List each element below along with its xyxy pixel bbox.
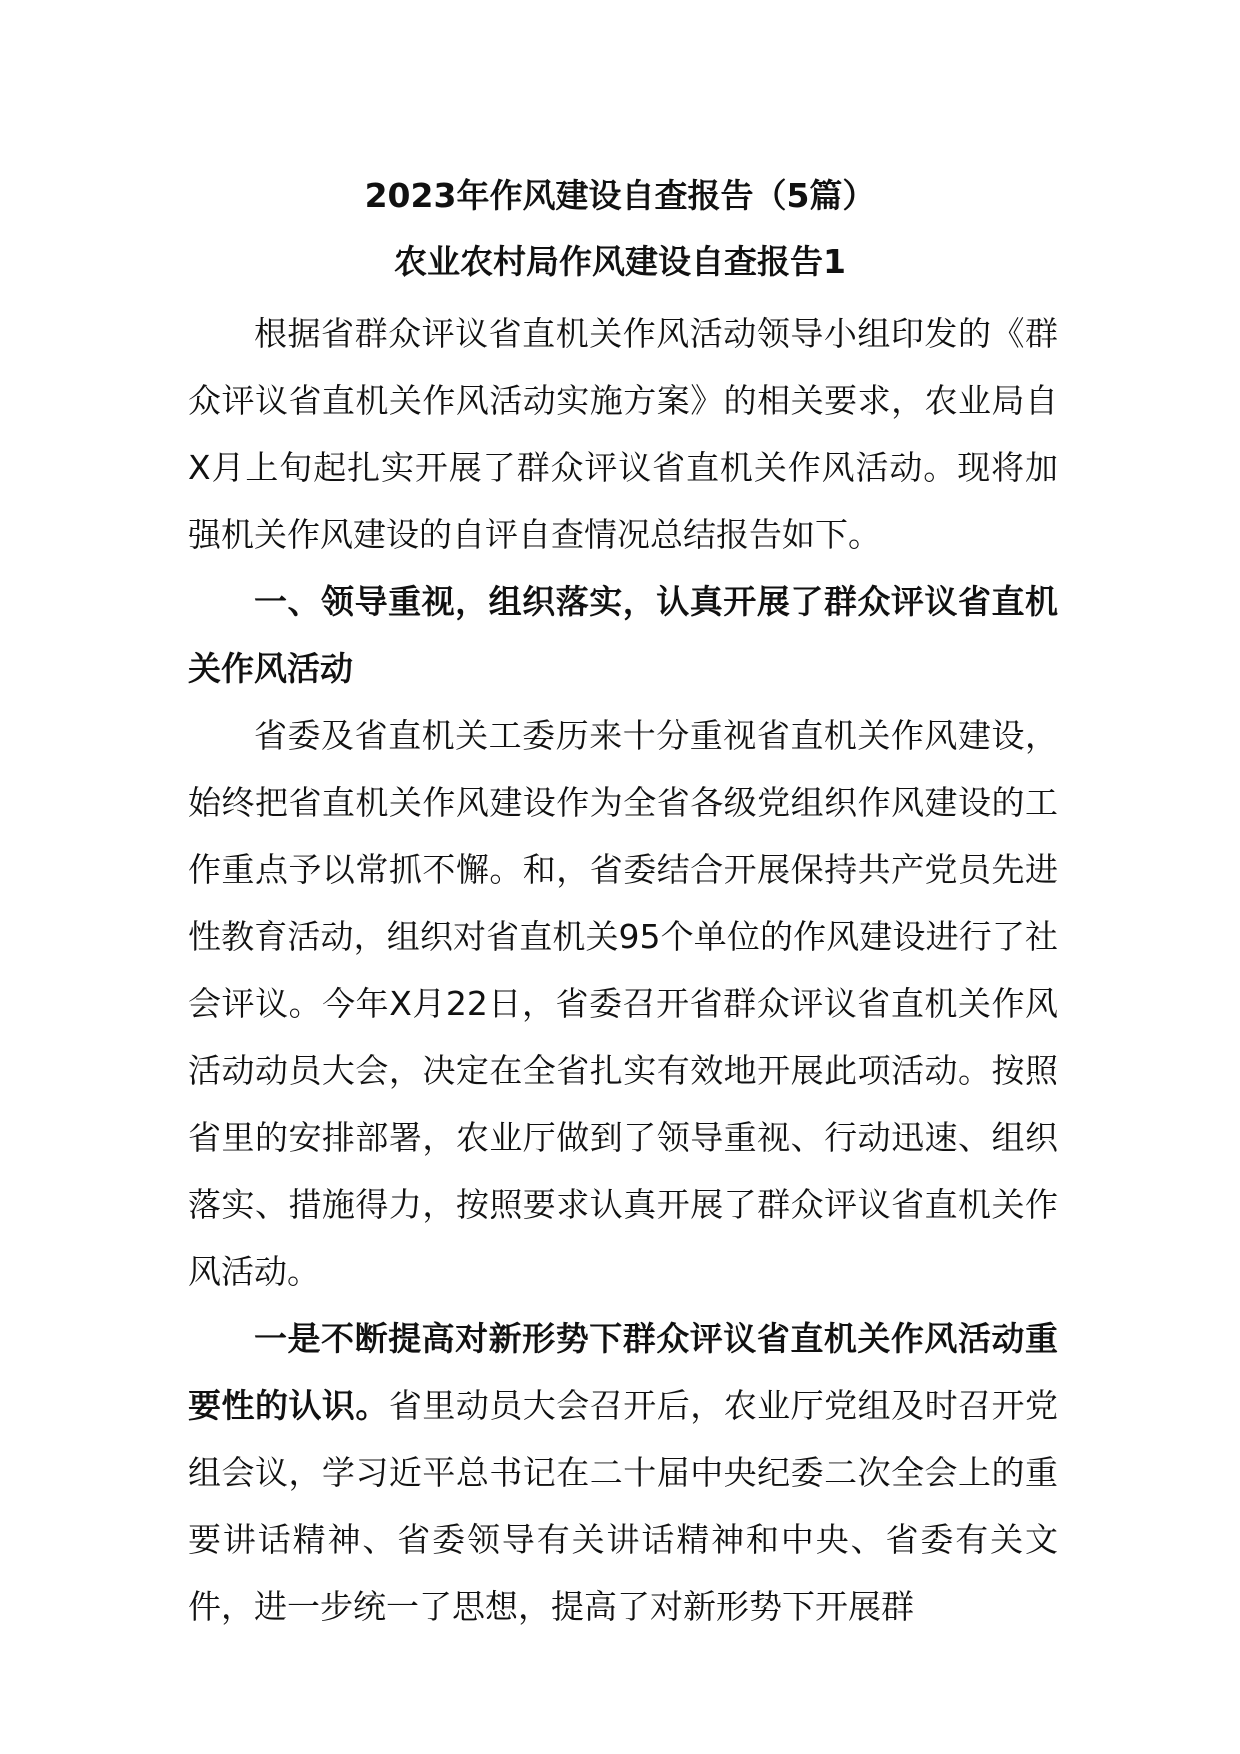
section-1-paragraph: 省委及省直机关工委历来十分重视省直机关作风建设，始终把省直机关作风建设作为全省各级党组织作风建设的工作重点予以常抓不懈。和，省委结合开展保持共产党员先进性教育活动，组织对省直机关95个单位的作风建设进行了社会评议。今年X月22日，省委召开省群众评议省直机关作风活动动员大会，决定在全省扎实有效地开展此项活动。按照省里的安排部署，农业厅做到了领导重视、行动迅速、组织落实、措施得力，按照要求认真开展了群众评议省直机关作风活动。 xyxy=(188,716,1058,1291)
intro-paragraph: 根据省群众评议省直机关作风活动领导小组印发的《群众评议省直机关作风活动实施方案》的相关要求，农业局自X月上旬起扎实开展了群众评议省直机关作风活动。现将加强机关作风建设的自评自查情况总结报告如下。 xyxy=(188,314,1058,554)
document-title: 2023年作风建设自查报告（5篇） xyxy=(364,176,876,215)
point-1-text: 省里动员大会召开后，农业厅党组及时召开党组会议，学习近平总书记在二十届中央纪委二次全会上的重要讲话精神、省委领导有关讲话精神和中央、省委有关文件，进一步统一了思想，提高了对新形势下开展群 xyxy=(188,1386,1059,1626)
point-1-paragraph xyxy=(188,1305,1058,1640)
document-body xyxy=(188,300,1058,1640)
section-1-heading: 一、领导重视，组织落实，认真开展了群众评议省直机关作风活动 xyxy=(188,582,1058,688)
document-subtitle: 农业农村局作风建设自查报告1 xyxy=(394,242,846,281)
point-1-lead: 一是不断提高对新形势下群众评议省直机关作风活动重要性的认识。 xyxy=(188,1319,1058,1425)
